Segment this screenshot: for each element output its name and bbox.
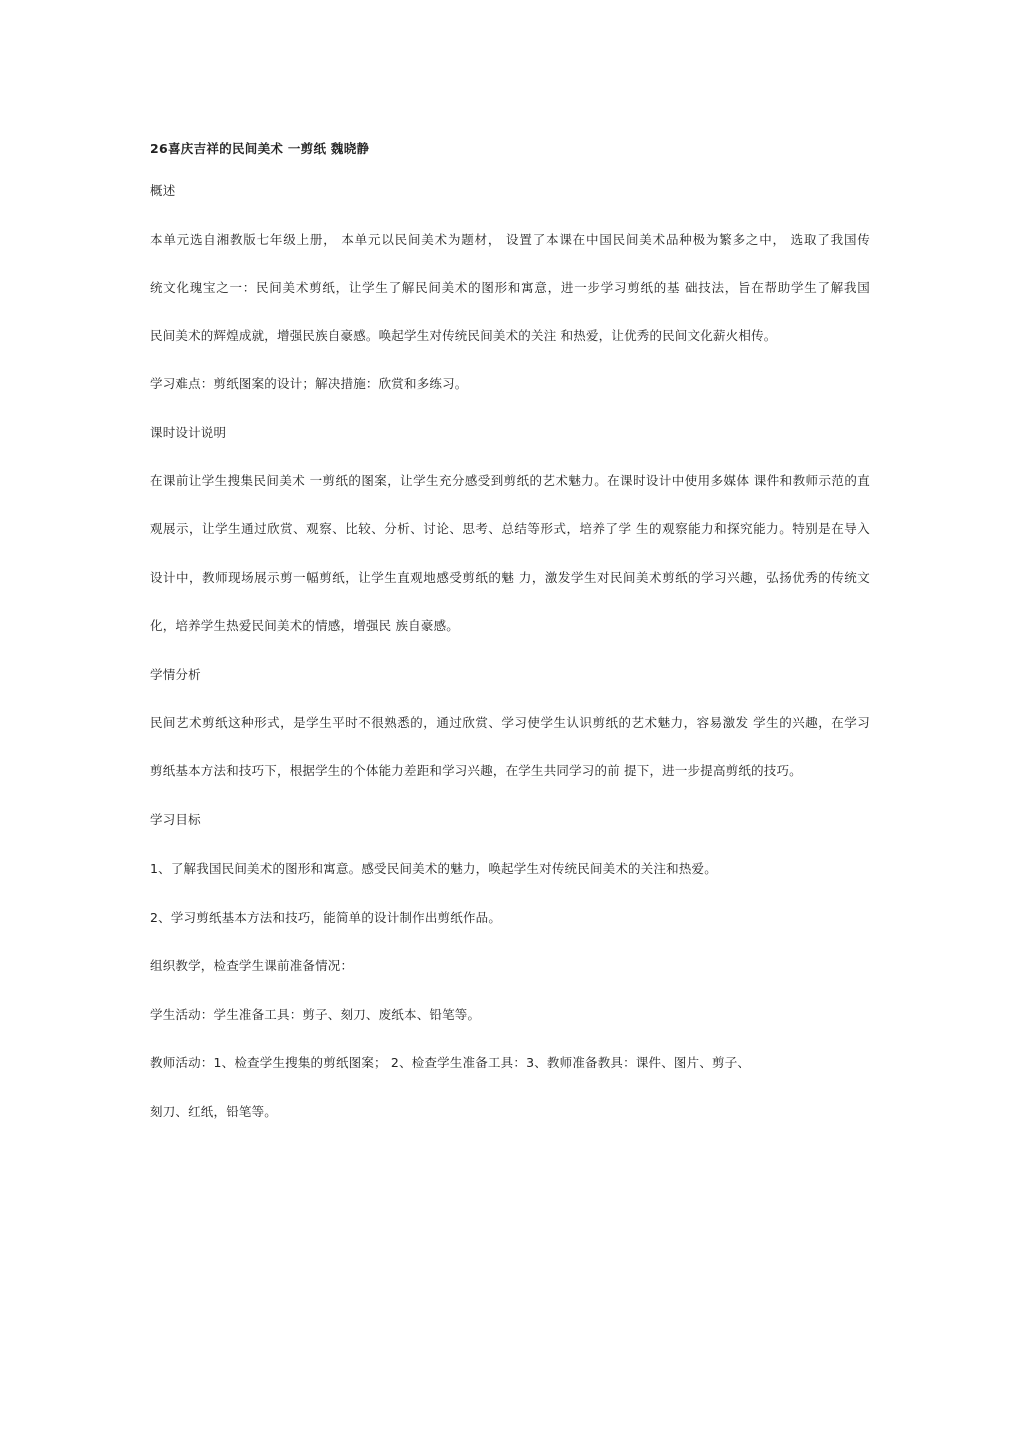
document-title: 26喜庆吉祥的民间美术 一剪纸 魏晓静 bbox=[150, 141, 370, 156]
section-heading-overview: 概述 bbox=[150, 183, 176, 198]
paragraph-line: 学习难点：剪纸图案的设计；解决措施：欣赏和多练习。 bbox=[150, 376, 468, 391]
paragraph-line: 学生活动：学生准备工具：剪子、刻刀、废纸本、铅笔等。 bbox=[150, 1007, 481, 1022]
paragraph-line: 教师活动：1、检查学生搜集的剪纸图案； 2、检查学生准备工具：3、教师准备教具：课件、图片、剪子、 bbox=[150, 1055, 751, 1070]
paragraph-line: 统文化瑰宝之一：民间美术剪纸，让学生了解民间美术的图形和寓意，进一步学习剪纸的基 础技法，旨在帮助学生了解我国 bbox=[150, 280, 870, 295]
paragraph-line: 在课前让学生搜集民间美术 一剪纸的图案，让学生充分感受到剪纸的艺术魅力。在课时设计中使用多媒体 课件和教师示范的直 bbox=[150, 473, 870, 488]
section-heading-lesson-design: 课时设计说明 bbox=[150, 425, 227, 440]
section-heading-analysis: 学情分析 bbox=[150, 667, 201, 682]
paragraph-line: 本单元选自湘教版七年级上册， 本单元以民间美术为题材， 设置了本课在中国民间美术品种极为繁多之中， 选取了我国传 bbox=[150, 232, 870, 247]
objective-item: 2、学习剪纸基本方法和技巧，能简单的设计制作出剪纸作品。 bbox=[150, 910, 502, 925]
section-heading-objectives: 学习目标 bbox=[150, 812, 201, 827]
paragraph-line: 刻刀、红纸，铅笔等。 bbox=[150, 1104, 278, 1119]
objective-item: 1、了解我国民间美术的图形和寓意。感受民间美术的魅力，唤起学生对传统民间美术的关注和热爱。 bbox=[150, 861, 717, 876]
paragraph-line: 设计中，教师现场展示剪一幅剪纸，让学生直观地感受剪纸的魅 力，激发学生对民间美术剪纸的学习兴趣，弘扬优秀的传统文 bbox=[150, 570, 870, 585]
paragraph-line: 剪纸基本方法和技巧下，根据学生的个体能力差距和学习兴趣，在学生共同学习的前 提下，进一步提高剪纸的技巧。 bbox=[150, 763, 802, 778]
paragraph-line: 组织教学，检查学生课前准备情况： bbox=[150, 958, 354, 973]
paragraph-line: 民间美术的辉煌成就，增强民族自豪感。唤起学生对传统民间美术的关注 和热爱，让优秀的民间文化薪火相传。 bbox=[150, 328, 777, 343]
paragraph-line: 观展示，让学生通过欣赏、观察、比较、分析、讨论、思考、总结等形式，培养了学 生的观察能力和探究能力。特别是在导入 bbox=[150, 521, 870, 536]
paragraph-line: 化，培养学生热爱民间美术的情感，增强民 族自豪感。 bbox=[150, 618, 459, 633]
paragraph-line: 民间艺术剪纸这种形式，是学生平时不很熟悉的，通过欣赏、学习使学生认识剪纸的艺术魅力，容易激发 学生的兴趣，在学习 bbox=[150, 715, 870, 730]
